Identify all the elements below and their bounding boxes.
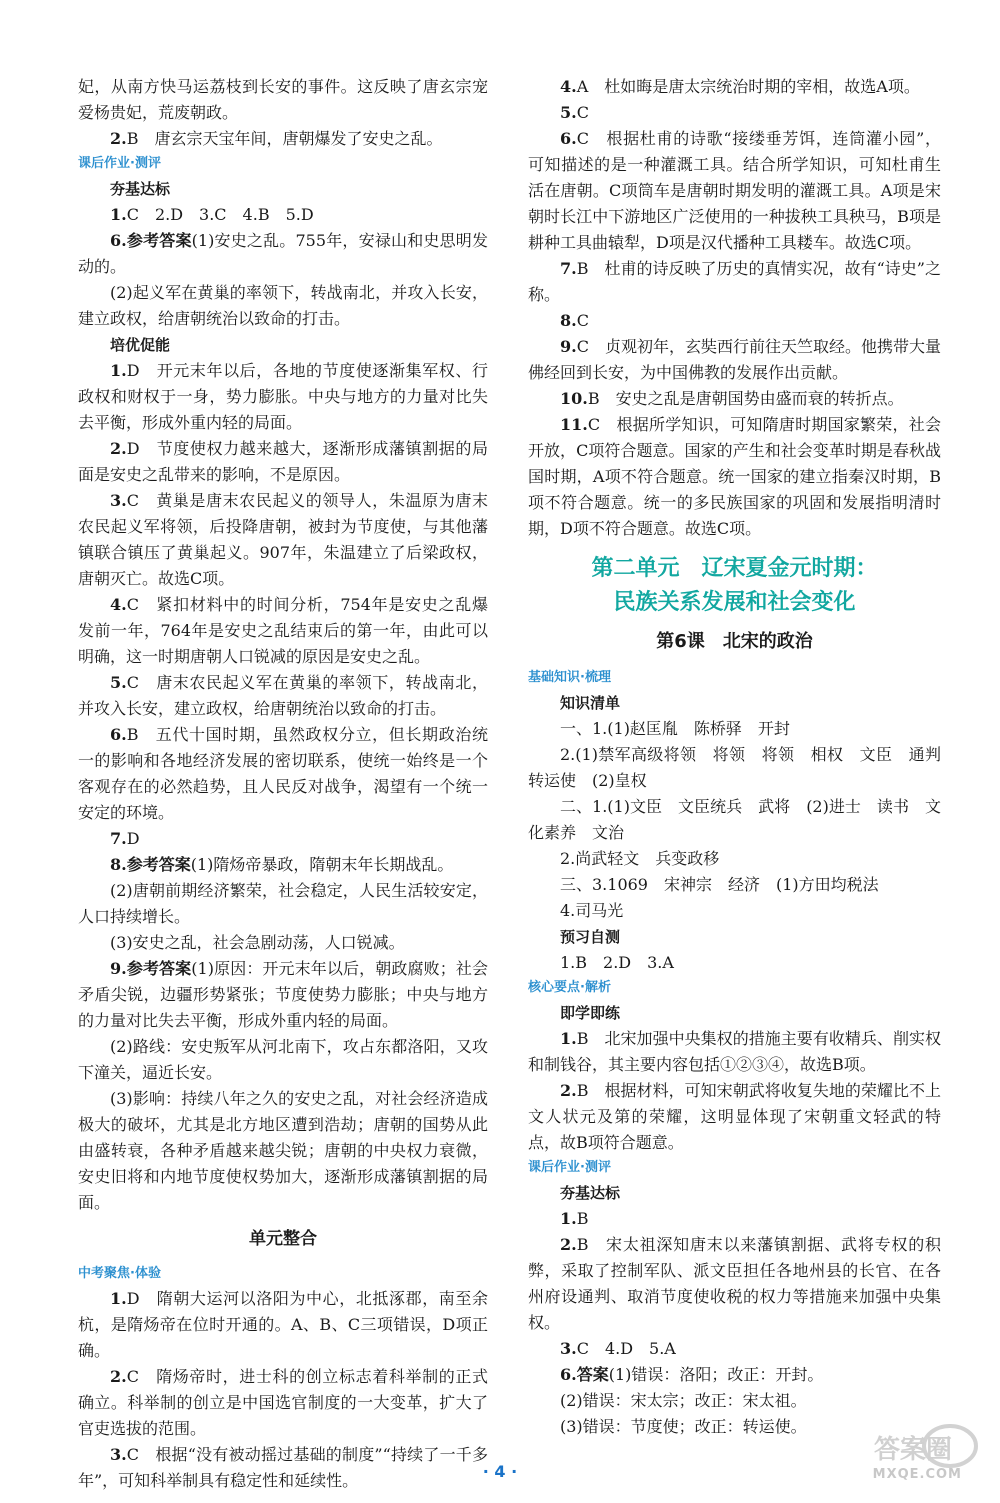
- question-number: 9.: [560, 337, 577, 356]
- subsection-title: 夯基达标: [110, 180, 171, 198]
- answer-text: C 隋炀帝时，进士科的创立标志着科举制的正式确立。科举制的创立是中国选官制度的一大变革，扩大了官吏选拔的范围。: [78, 1367, 488, 1438]
- answer-paragraph: [78, 1086, 488, 1216]
- answer-text: C 4.D 5.A: [576, 1339, 676, 1358]
- answer-paragraph: [78, 202, 488, 228]
- answer-text: 1.B 2.D 3.A: [560, 953, 674, 972]
- left-column: [78, 74, 488, 1494]
- answer-text: C: [576, 311, 589, 330]
- section-label: 中考聚焦·体验: [78, 1266, 161, 1281]
- answer-paragraph: [78, 930, 488, 956]
- answer-paragraph: [528, 1336, 941, 1362]
- answer-paragraph: [78, 852, 488, 878]
- answer-text: C 根据杜甫的诗歌“接缕垂芳饵，连筒灌小园”，可知描述的是一种灌溉工具。结合所学知识，可知杜甫生活在唐朝。C项筒车是唐朝时期发明的灌溉工具。A项是宋朝时长江中下游地区广泛使用的一种拔秧工具秧马，B项是耕种工具曲辕犁，D项是汉代播种工具耧车。故选C项。: [528, 129, 941, 252]
- question-number: 2.: [560, 1235, 577, 1254]
- question-number: 10.: [560, 389, 588, 408]
- answer-paragraph: [78, 126, 488, 152]
- answer-text: B: [576, 1209, 589, 1228]
- answer-paragraph: [78, 436, 488, 488]
- answer-paragraph: [78, 670, 488, 722]
- answer-paragraph: [528, 256, 941, 308]
- answer-text: D: [126, 829, 140, 848]
- answer-text: 一、1.(1)赵匡胤 陈桥驿 开封: [560, 719, 790, 738]
- answer-text: C 唐末农民起义军在黄巢的率领下，转战南北，并攻入长安，建立政权，给唐朝统治以致命的打击。: [78, 673, 488, 718]
- answer-paragraph: [78, 878, 488, 930]
- page-number: · 4 ·: [482, 1462, 518, 1481]
- question-number: 6.答案: [560, 1365, 609, 1384]
- answer-paragraph: [528, 1026, 941, 1078]
- answer-text: B 安史之乱是唐朝国势由盛而衰的转折点。: [587, 389, 904, 408]
- answer-text: (1)错误：洛阳；改正：开封。: [608, 1365, 824, 1384]
- question-number: 8.参考答案: [110, 855, 191, 874]
- answer-paragraph: [528, 100, 941, 126]
- answer-paragraph: [528, 334, 941, 386]
- question-number: 4.: [110, 595, 127, 614]
- watermark-title: 答案圈: [874, 1435, 953, 1465]
- answer-text: (2)路线：安史叛军从河北南下，攻占东都洛阳，又攻下潼关，逼近长安。: [78, 1037, 488, 1082]
- answer-paragraph: [78, 280, 488, 332]
- subsection-title: 预习自测: [560, 928, 621, 946]
- section-heading: 单元整合: [249, 1229, 317, 1249]
- subsection-title: 培优促能: [110, 336, 171, 354]
- subsection-title: 夯基达标: [560, 1184, 621, 1202]
- answer-text: (2)唐朝前期经济繁荣，社会稳定，人民生活较安定，人口持续增长。: [78, 881, 488, 926]
- right-column: [528, 74, 958, 1440]
- answer-paragraph: [78, 956, 488, 1034]
- answer-text: (3)安史之乱，社会急剧动荡，人口锐减。: [110, 933, 405, 952]
- answer-text: (3)影响：持续八年之久的安史之乱，对社会经济造成极大的破坏，尤其是北方地区遭到浩劫；唐朝的国势从此由盛转衰，各种矛盾越来越尖锐；唐朝的中央权力衰微，安史旧将和内地节度使权势加大，逐渐形成藩镇割据的局面。: [78, 1089, 488, 1212]
- answer-paragraph: [528, 126, 941, 256]
- answer-text: 二、1.(1)文臣 文臣统兵 武将 (2)进士 读书 文化素养 文治: [528, 797, 941, 842]
- question-number: 4.: [560, 77, 577, 96]
- answer-paragraph: [78, 722, 488, 826]
- answer-paragraph: [528, 898, 941, 924]
- answer-text: C: [576, 103, 589, 122]
- answer-text: 2.尚武轻文 兵变政移: [560, 849, 720, 868]
- question-number: 6.: [560, 129, 577, 148]
- answer-paragraph: [78, 1286, 488, 1364]
- answer-text: D 隋朝大运河以洛阳为中心，北抵涿郡，南至余杭，是隋炀帝在位时开通的。A、B、C三项错误，D项正确。: [78, 1289, 488, 1360]
- answer-text: B 宋太祖深知唐末以来藩镇割据、武将专权的积弊，采取了控制军队、派文臣担任各地州县的长官、在各州府设通判、取消节度使收税的权力等措施来加强中央集权。: [528, 1235, 941, 1332]
- answer-paragraph: [528, 1388, 941, 1414]
- watermark-url: MXQE.COM: [872, 1467, 962, 1482]
- answer-text: 2.(1)禁军高级将领 将领 将领 相权 文臣 通判 转运使 (2)皇权: [528, 745, 958, 790]
- answer-paragraph: [528, 742, 958, 794]
- question-number: 2.: [110, 439, 127, 458]
- question-number: 1.: [110, 361, 127, 380]
- answer-paragraph: [78, 228, 488, 280]
- answer-text: B 北宋加强中央集权的措施主要有收精兵、削实权和制钱谷，其主要内容包括①②③④，故选B项。: [528, 1029, 941, 1074]
- question-number: 7.: [110, 829, 127, 848]
- answer-text: C 根据所学知识，可知隋唐时期国家繁荣，社会开放，C项符合题意。国家的产生和社会变革时期是春秋战国时期，A项不符合题意。统一国家的建立指秦汉时期，B项不符合题意。统一的多民族国家的巩固和发展指明清时期，D项不符合题意。故选C项。: [528, 415, 941, 538]
- answer-text: (2)起义军在黄巢的率领下，转战南北，并攻入长安，建立政权，给唐朝统治以致命的打击。: [78, 283, 488, 328]
- section-label: 核心要点·解析: [528, 980, 611, 995]
- question-number: 2.: [110, 1367, 127, 1386]
- question-number: 9.参考答案: [110, 959, 192, 978]
- answer-text: D 节度使权力越来越大，逐渐形成藩镇割据的局面是安史之乱带来的影响，不是原因。: [78, 439, 488, 484]
- answer-paragraph: [528, 1206, 941, 1232]
- answer-text: (3)错误：节度使；改正：转运使。: [560, 1417, 807, 1436]
- answer-text: 4.司马光: [560, 901, 624, 920]
- section-label: 课后作业·测评: [78, 156, 161, 171]
- question-number: 3.: [560, 1339, 577, 1358]
- answer-text: (1)原因：开元末年以后，朝政腐败；社会矛盾尖锐，边疆形势紧张；节度使势力膨胀；中央与地方的力量对比失去平衡，形成外重内轻的局面。: [78, 959, 488, 1030]
- question-number: 1.: [560, 1029, 577, 1048]
- unit-title-line-1: 第二单元 辽宋夏金元时期：: [591, 556, 878, 581]
- answer-paragraph: [78, 826, 488, 852]
- subsection-title: 即学即练: [560, 1004, 621, 1022]
- question-number: 3.: [110, 491, 127, 510]
- answer-paragraph: [528, 846, 941, 872]
- question-number: 1.: [110, 205, 127, 224]
- question-number: 6.参考答案: [110, 231, 192, 250]
- answer-paragraph: [78, 74, 488, 126]
- answer-paragraph: [528, 872, 941, 898]
- answer-paragraph: [528, 308, 941, 334]
- answer-paragraph: [78, 592, 488, 670]
- question-number: 3.: [110, 1445, 127, 1464]
- watermark-logo: [864, 1422, 982, 1488]
- answer-paragraph: [528, 1362, 941, 1388]
- answer-text: 三、3.1069 宋神宗 经济 (1)方田均税法: [560, 875, 879, 894]
- answer-text: B 根据材料，可知宋朝武将收复失地的荣耀比不上文人状元及第的荣耀，这明显体现了宋朝重文轻武的特点，故B项符合题意。: [528, 1081, 941, 1152]
- question-number: 5.: [110, 673, 127, 692]
- answer-paragraph: [528, 716, 941, 742]
- answer-text: C 根据“没有被动摇过基础的制度”“持续了一千多年”，可知科举制具有稳定性和延续性。: [78, 1445, 488, 1490]
- question-number: 2.: [560, 1081, 577, 1100]
- unit-title-line-2: 民族关系发展和社会变化: [613, 590, 856, 615]
- answer-paragraph: [78, 358, 488, 436]
- answer-paragraph: [528, 386, 941, 412]
- answer-text: A 杜如晦是唐太宗统治时期的宰相，故选A项。: [576, 77, 920, 96]
- question-number: 1.: [560, 1209, 577, 1228]
- answer-paragraph: [78, 488, 488, 592]
- answer-text: B 杜甫的诗反映了历史的真情实况，故有“诗史”之称。: [528, 259, 941, 304]
- question-number: 2.: [110, 129, 127, 148]
- lesson-title: 第6课 北宋的政治: [656, 631, 813, 652]
- question-number: 7.: [560, 259, 577, 278]
- answer-paragraph: [528, 1232, 941, 1336]
- answer-text: (1)安史之乱。755年，安禄山和史思明发动的。: [78, 231, 488, 276]
- answer-text: D 开元末年以后，各地的节度使逐渐集军权、行政权和财权于一身，势力膨胀。中央与地方的力量对比失去平衡，形成外重内轻的局面。: [78, 361, 488, 432]
- answer-paragraph: [528, 950, 941, 976]
- answer-paragraph: [528, 794, 941, 846]
- section-label: 基础知识·梳理: [528, 670, 611, 685]
- answer-text: B 唐玄宗天宝年间，唐朝爆发了安史之乱。: [126, 129, 443, 148]
- answer-paragraph: [528, 412, 941, 542]
- answer-text: (1)隋炀帝暴政，隋朝末年长期战乱。: [190, 855, 454, 874]
- question-number: 8.: [560, 311, 577, 330]
- unit-title: [528, 552, 941, 620]
- question-number: 11.: [560, 415, 588, 434]
- answer-paragraph: [528, 1078, 941, 1156]
- section-label: 课后作业·测评: [528, 1160, 611, 1175]
- answer-text: C 贞观初年，玄奘西行前往天竺取经。他携带大量佛经回到长安，为中国佛教的发展作出贡献。: [528, 337, 941, 382]
- question-number: 5.: [560, 103, 577, 122]
- subsection-title: 知识清单: [560, 694, 621, 712]
- answer-paragraph: [78, 1364, 488, 1442]
- answer-text: (2)错误：宋太宗；改正：宋太祖。: [560, 1391, 807, 1410]
- answer-paragraph: [528, 74, 941, 100]
- question-number: 1.: [110, 1289, 127, 1308]
- answer-text: C 紧扣材料中的时间分析，754年是安史之乱爆发前一年，764年是安史之乱结束后的第一年，由此可以明确，这一时期唐朝人口锐减的原因是安史之乱。: [78, 595, 488, 666]
- question-number: 6.: [110, 725, 127, 744]
- answer-text: C 2.D 3.C 4.B 5.D: [126, 205, 314, 224]
- answer-paragraph: [78, 1034, 488, 1086]
- answer-text: C 黄巢是唐末农民起义的领导人，朱温原为唐末农民起义军将领，后投降唐朝，被封为节度使，与其他藩镇联合镇压了黄巢起义。907年，朱温建立了后梁政权，唐朝灭亡。故选C项。: [78, 491, 488, 588]
- answer-text: B 五代十国时期，虽然政权分立，但长期政治统一的影响和各地经济发展的密切联系，使统一始终是一个客观存在的必然趋势，且人民反对战争，渴望有一个统一安定的环境。: [78, 725, 488, 822]
- answer-text: 妃，从南方快马运荔枝到长安的事件。这反映了唐玄宗宠爱杨贵妃，荒废朝政。: [78, 77, 488, 122]
